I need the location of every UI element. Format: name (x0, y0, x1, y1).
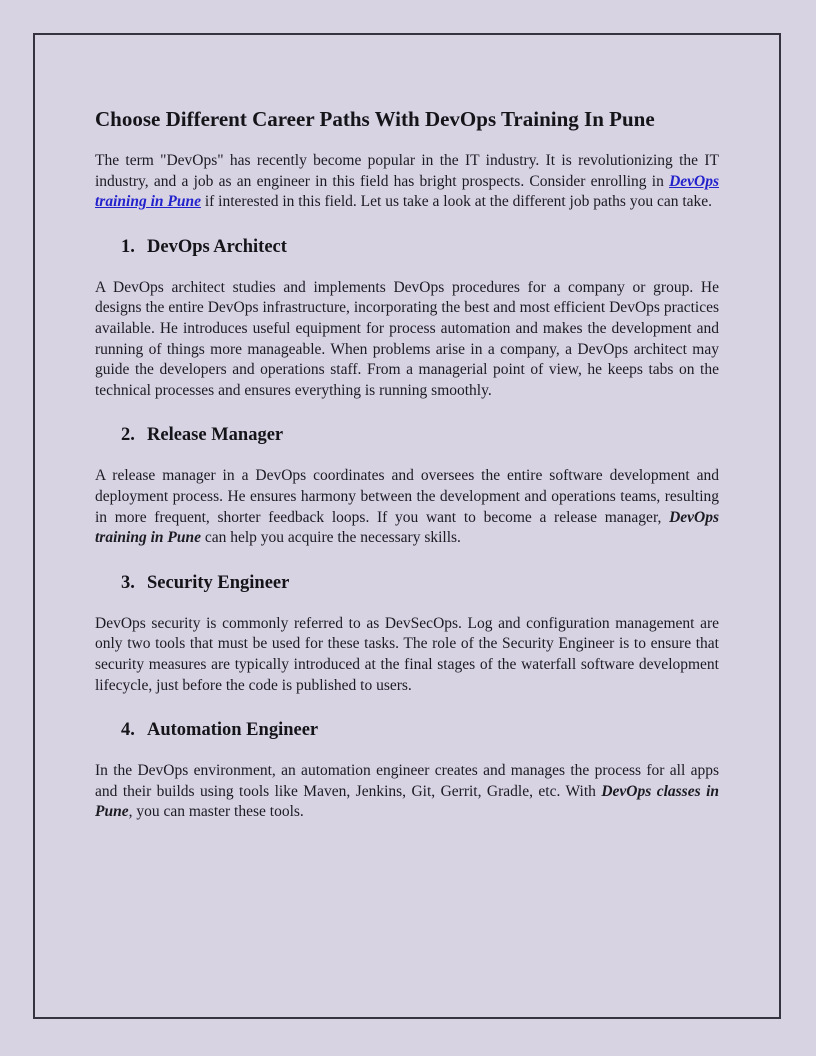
page-title: Choose Different Career Paths With DevOps Training In Pune (95, 107, 655, 131)
section-heading-label: DevOps Architect (147, 236, 287, 257)
document-content (35, 35, 779, 823)
automation-engineer-text-after: , you can master these tools. (128, 803, 304, 821)
section-heading-label: Security Engineer (147, 572, 290, 593)
section-heading-label: Automation Engineer (147, 720, 319, 741)
section-heading-automation-engineer (95, 718, 719, 743)
devops-classes-emphasis: DevOps classes in Pune (95, 782, 719, 821)
release-manager-text-after: can help you acquire the necessary skills. (200, 529, 461, 547)
devops-training-emphasis: DevOps training in Pune (95, 508, 719, 547)
intro-text-before: The term "DevOps" has recently become popular in the IT industry. It is revolutionizing the IT industry, and a job as an engineer in this field has bright prospects. Consider enrolling in (95, 152, 719, 190)
devops-architect-paragraph: A DevOps architect studies and implements DevOps procedures for a company or group. He designs the entire DevOps infrastructure, incorporating the best and most efficient DevOps practices available. He introduces useful equipment for process automation and makes the development and running of things more manageable. When problems arise in a company, a DevOps architect may guide the developers and operations staff. From a managerial point of view, he keeps tabs on the technical processes and ensures everything is running smoothly. (95, 278, 719, 399)
section-number: 1. (121, 236, 135, 257)
security-engineer-paragraph: DevOps security is commonly referred to as DevSecOps. Log and configuration management are only two tools that must be used for these tasks. The role of the Security Engineer is to ensure that security measures are typically introduced at the final stages of the waterfall software development lifecycle, just before the code is published to users. (95, 614, 719, 694)
section-heading-label: Release Manager (147, 425, 284, 446)
section-heading-release-manager (95, 423, 719, 448)
release-manager-text-before: A release manager in a DevOps coordinates and oversees the entire software development and deployment process. He ensures harmony between the development and operations teams, resulting in more frequent, shorter feedback loops. If you want to become a release manager, (95, 467, 719, 526)
page-border (33, 33, 781, 1019)
section-number: 4. (121, 720, 135, 741)
section-number: 2. (121, 425, 135, 446)
release-manager-paragraph (95, 466, 719, 548)
section-heading-security-engineer (95, 571, 719, 596)
automation-engineer-text-before: In the DevOps environment, an automation engineer creates and manages the process for all apps and their builds using tools like Maven, Jenkins, Git, Gerrit, Gradle, etc. With (95, 762, 719, 800)
devops-training-link[interactable]: DevOps training in Pune (95, 172, 719, 211)
intro-text-after: if interested in this field. Let us take a look at the different job paths you can take. (200, 193, 713, 211)
automation-engineer-paragraph (95, 761, 719, 823)
section-number: 3. (121, 572, 135, 593)
section-heading-devops-architect (95, 235, 719, 260)
intro-paragraph (95, 151, 719, 213)
